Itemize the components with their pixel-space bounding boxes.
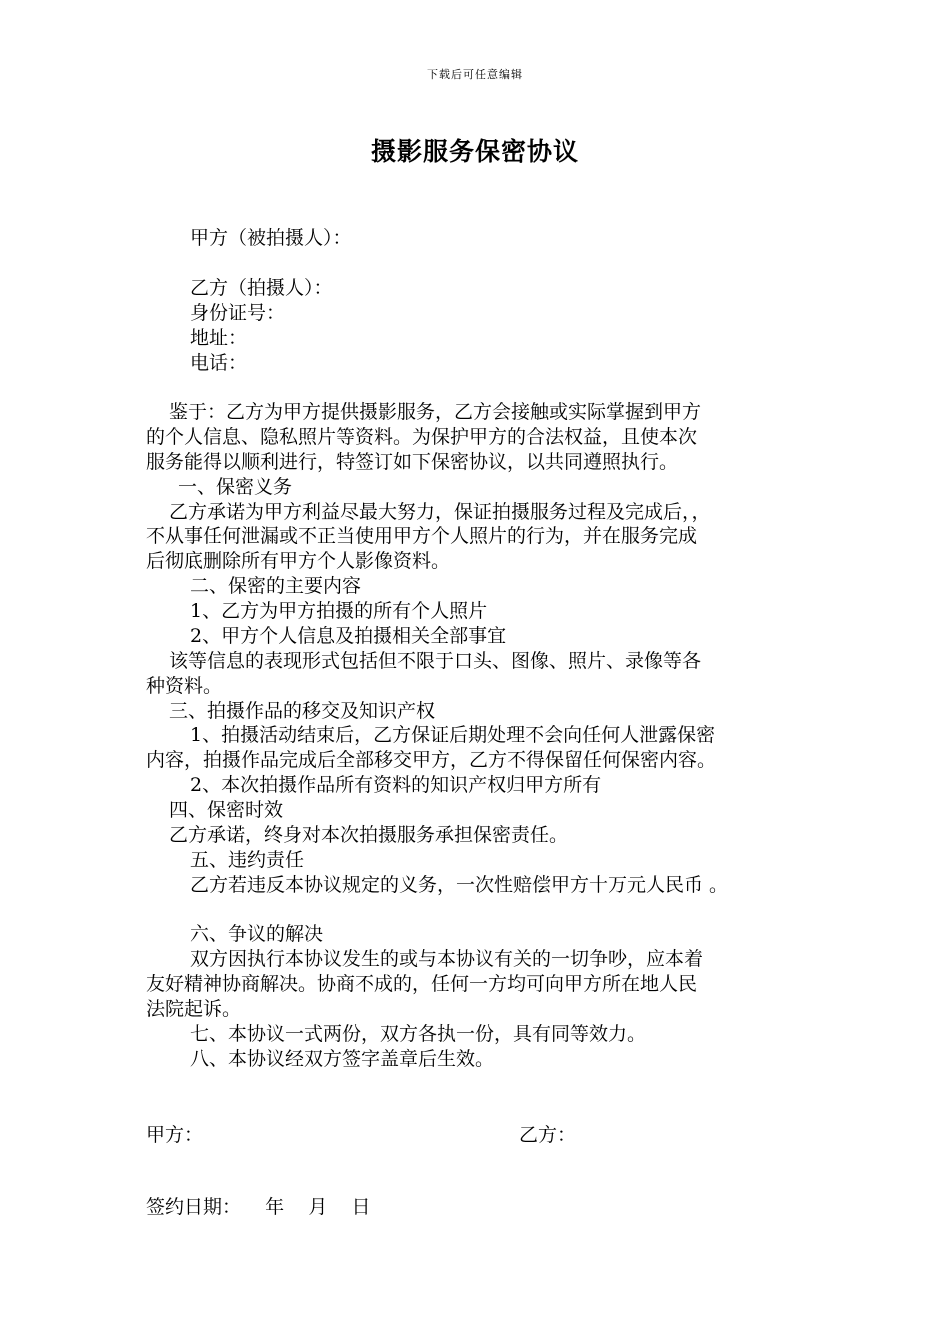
section-1-line: 后彻底删除所有甲方个人影像资料。 (146, 550, 451, 572)
section-2-item-1: 1、乙方为甲方拍摄的所有个人照片 (190, 600, 488, 622)
section-1-heading: 一、保密义务 (178, 476, 293, 498)
section-3-item-1-line: 1、拍摄活动结束后，乙方保证后期处理不会向任何人泄露保密 (190, 724, 716, 746)
section-2-note-line: 该等信息的表现形式包括但不限于口头、图像、照片、录像等各 (169, 650, 702, 672)
section-1-line: 乙方承诺为甲方利益尽最大努力，保证拍摄服务过程及完成后，， (169, 501, 711, 523)
section-6-line: 法院起诉。 (146, 998, 242, 1020)
header-note: 下载后可任意编辑 (427, 68, 523, 81)
id-number-label: 身份证号： (190, 302, 286, 324)
section-5-heading: 五、违约责任 (190, 849, 305, 871)
section-6-heading: 六、争议的解决 (190, 923, 324, 945)
section-7: 七、本协议一式两份，双方各执一份，具有同等效力。 (190, 1023, 647, 1045)
section-3-item-1-line: 内容，拍摄作品完成后全部移交甲方，乙方不得保留任何保密内容。 (146, 749, 717, 771)
preamble-line: 服务能得以顺利进行，特签订如下保密协议，以共同遵照执行。 (146, 451, 679, 473)
section-2-note-line: 种资料。 (146, 675, 223, 697)
section-4-heading: 四、保密时效 (169, 799, 284, 821)
section-2-item-2: 2、甲方个人信息及拍摄相关全部事宜 (190, 625, 507, 647)
page-title: 摄影服务保密协议 (370, 137, 579, 166)
party-a-label: 甲方（被拍摄人）： (190, 227, 352, 249)
section-1-line: 不从事任何泄漏或不正当使用甲方个人照片的行为，并在服务完成 (146, 525, 698, 547)
signing-date: 签约日期： 年 月 日 (146, 1196, 371, 1218)
address-label: 地址： (190, 327, 248, 349)
signature-party-a: 甲方： (146, 1124, 204, 1146)
preamble-line: 的个人信息、隐私照片等资料。为保护甲方的合法权益，且使本次 (146, 426, 698, 448)
section-3-item-2: 2、本次拍摄作品所有资料的知识产权归甲方所有 (190, 774, 602, 796)
section-5-body: 乙方若违反本协议规定的义务，一次性赔偿甲方十万元人民币 。 (190, 874, 729, 896)
party-b-label: 乙方（拍摄人）： (190, 277, 333, 299)
section-3-heading: 三、拍摄作品的移交及知识产权 (169, 700, 436, 722)
section-4-body: 乙方承诺，终身对本次拍摄服务承担保密责任。 (169, 824, 569, 846)
signature-party-b: 乙方： (519, 1124, 577, 1146)
section-6-line: 友好精神协商解决。协商不成的，任何一方均可向甲方所在地人民 (146, 973, 698, 995)
section-8: 八、本协议经双方签字盖章后生效。 (190, 1048, 495, 1070)
preamble-line: 鉴于：乙方为甲方提供摄影服务，乙方会接触或实际掌握到甲方 (169, 401, 702, 423)
section-2-heading: 二、保密的主要内容 (190, 575, 362, 597)
phone-label: 电话： (190, 352, 248, 374)
section-6-line: 双方因执行本协议发生的或与本协议有关的一切争吵，应本着 (190, 948, 704, 970)
